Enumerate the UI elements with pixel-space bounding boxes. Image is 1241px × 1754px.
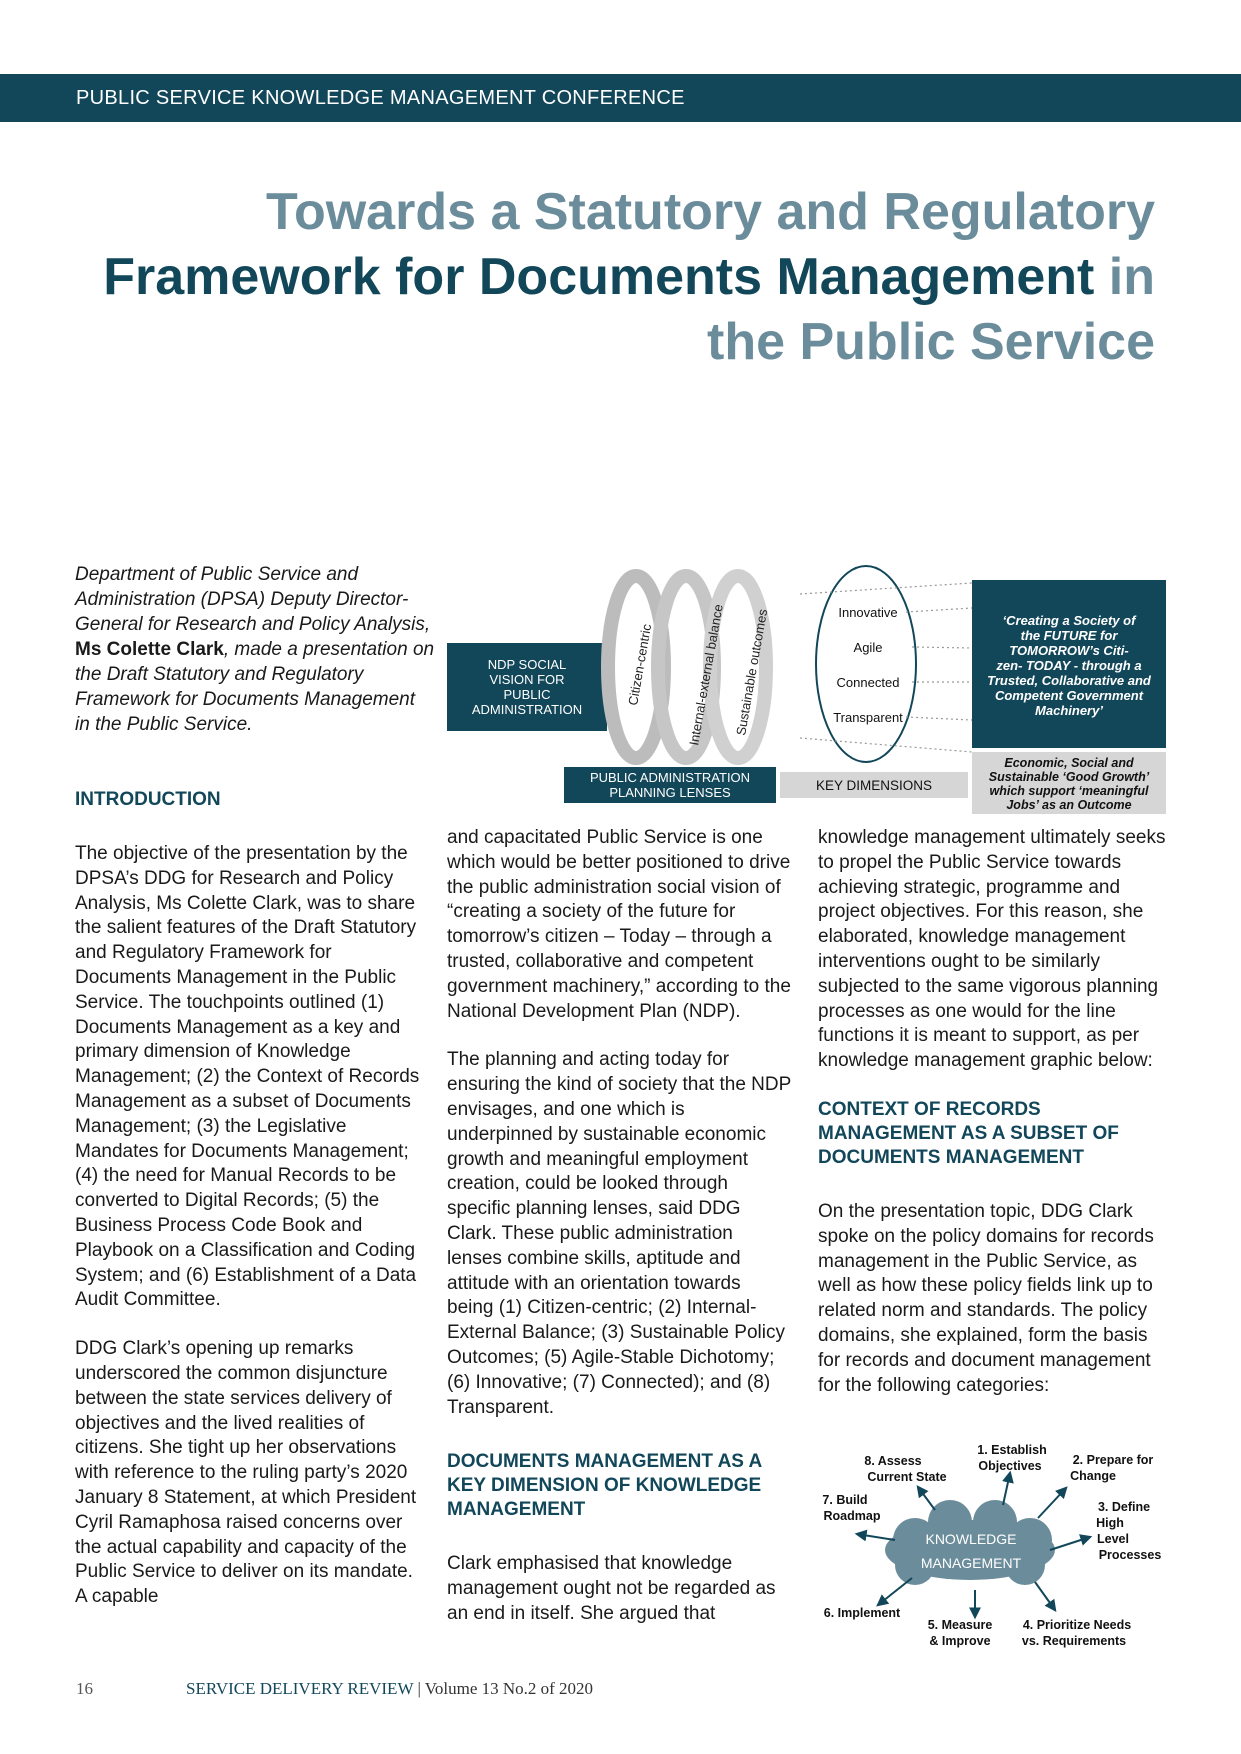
- step-1-line-1: 1. Establish: [977, 1443, 1047, 1457]
- future-box-line-5: Trusted, Collaborative and: [987, 673, 1151, 688]
- step-2-line-2: Change: [1070, 1469, 1116, 1483]
- intro-text-before: Department of Public Service and Administration (DPSA) Deputy Director-General for Research and Policy Analysis,: [75, 564, 431, 635]
- cloud-line-1: KNOWLEDGE: [925, 1531, 1017, 1547]
- ndp-box-line-1: NDP SOCIAL: [487, 657, 567, 672]
- cloud-line-2: MANAGEMENT: [920, 1555, 1022, 1571]
- step-2-line-1: 2. Prepare for: [1072, 1453, 1154, 1467]
- step-3-line-2: High: [1096, 1516, 1124, 1530]
- step-6-line-1: 6. Implement: [823, 1606, 901, 1620]
- step-1-line-2: Objectives: [978, 1459, 1042, 1473]
- future-box-line-1: ‘Creating a Society of: [1002, 613, 1136, 628]
- future-box-line-6: Competent Government: [994, 688, 1144, 703]
- ndp-box-line-3: PUBLIC: [503, 687, 551, 702]
- conference-banner: [0, 74, 1241, 122]
- ndp-box-line-2: VISION FOR: [489, 672, 565, 687]
- col3-paragraph-1: knowledge management ultimately seeks to propel the Public Service towards achieving strategic, programme and project objectives. For this reason, she elaborated, knowledge management interventions ought to be similarly subjected to the same vigorous planning processes as one would for the line functions it is meant to support, as per knowledge management graphic below:: [818, 827, 1166, 1072]
- step-5-line-1: 5. Measure: [927, 1618, 993, 1632]
- future-box-line-3: TOMORROW’s Citi-: [1009, 643, 1129, 658]
- planning-lenses-diagram: [440, 565, 1170, 815]
- key-dimensions-label: KEY DIMENSIONS: [815, 778, 933, 793]
- dimension-transparent: Transparent: [833, 710, 903, 725]
- step-5-line-2: & Improve: [929, 1634, 991, 1648]
- step-4-line-1: 4. Prioritize Needs: [1022, 1618, 1132, 1632]
- title-line-3: the Public Service: [707, 313, 1155, 371]
- outcome-line-2: Sustainable ‘Good Growth’: [988, 770, 1150, 784]
- col1-paragraph-2: DDG Clark’s opening up remarks underscored the common disjuncture between the state services delivery of objectives and the lived realities of citizens. She tight up her observations with reference to the ruling party’s 2020 January 8 Statement, at which President Cyril Ramaphosa raised concerns over the actual capability and capacity of the Public Service to deliver on its mandate. A capable: [75, 1338, 417, 1608]
- intro-text-after: , made a presentation on the Draft Statutory and Regulatory Framework for Documents Management in the Public Service.: [75, 639, 435, 735]
- future-box-line-4: zen- TODAY - through a: [996, 658, 1142, 673]
- step-3-line-4: Processes: [1098, 1548, 1162, 1562]
- lenses-label-line-1: PUBLIC ADMINISTRATION: [589, 770, 751, 785]
- lens-internal-external: Internal-external balance: [686, 602, 726, 747]
- heading-records-management: CONTEXT OF RECORDS MANAGEMENT AS A SUBSET OF DOCUMENTS MANAGEMENT: [818, 1098, 1119, 1168]
- col1-paragraph-1: The objective of the presentation by the DPSA’s DDG for Research and Policy Analysis, Ms Colette Clark, was to share the salient features of the Draft Statutory and Regulatory Framework for Documents Management in the Public Service. The touchpoints outlined (1) Documents Management as a key and primary dimension of Knowledge Management; (2) the Context of Records Management as a subset of Documents Management; (3) the Legislative Mandates for Documents Management; (4) the need for Manual Records to be converted to Digital Records; (5) the Business Process Code Book and Playbook on a Classification and Coding System; and (6) Establishment of a Data Audit Committee.: [75, 843, 420, 1311]
- col3-paragraph-2: On the presentation topic, DDG Clark spoke on the policy domains for records management in the Public Service, as well as how these policy fields link up to related norm and standards. The policy domains, she explained, form the basis for records and document management for the following categories:: [818, 1200, 1154, 1396]
- heading-documents-management: DOCUMENTS MANAGEMENT AS A KEY DIMENSION OF KNOWLEDGE MANAGEMENT: [447, 1451, 762, 1521]
- knowledge-management-cycle: [810, 1435, 1170, 1655]
- publication-line: [186, 1679, 593, 1699]
- article-title: [55, 180, 1155, 375]
- step-4-line-2: vs. Requirements: [1021, 1634, 1127, 1648]
- step-8-line-2: Current State: [867, 1470, 947, 1484]
- title-line-2-dark: Framework for Documents Management: [103, 248, 1095, 306]
- heading-introduction: INTRODUCTION: [75, 789, 221, 810]
- title-line-2-light: in: [1094, 248, 1155, 306]
- lenses-label-line-2: PLANNING LENSES: [609, 785, 731, 800]
- outcome-line-4: Jobs’ as an Outcome: [1006, 798, 1132, 812]
- future-box-line-7: Machinery’: [1035, 703, 1103, 718]
- dimension-agile: Agile: [853, 640, 883, 655]
- page-footer: [76, 1679, 594, 1699]
- step-3-line-3: Level: [1097, 1532, 1129, 1546]
- step-7-line-1: 7. Build: [822, 1493, 868, 1507]
- publication-name: SERVICE DELIVERY REVIEW: [186, 1679, 414, 1698]
- page-number: 16: [76, 1679, 93, 1698]
- step-8-line-1: 8. Assess: [864, 1454, 922, 1468]
- banner-text: PUBLIC SERVICE KNOWLEDGE MANAGEMENT CONFERENCE: [76, 87, 685, 109]
- lens-citizen-centric: Citizen-centric: [625, 622, 655, 707]
- issue-info: | Volume 13 No.2 of 2020: [413, 1679, 594, 1698]
- dimension-connected: Connected: [836, 675, 900, 690]
- dimension-innovative: Innovative: [838, 605, 898, 620]
- step-7-line-2: Roadmap: [823, 1509, 881, 1523]
- outcome-line-1: Economic, Social and: [1004, 756, 1134, 770]
- title-line-2: [55, 245, 1155, 310]
- dimensions-ellipse: [816, 566, 916, 762]
- lens-sustainable: Sustainable outcomes: [733, 607, 771, 737]
- column-3: [818, 826, 1166, 1398]
- speaker-name: Ms Colette Clark: [75, 639, 224, 660]
- step-3-line-1: 3. Define: [1097, 1500, 1151, 1514]
- column-1: [75, 788, 420, 1610]
- col2-paragraph-2: The planning and acting today for ensuring the kind of society that the NDP envisages, and one which is underpinned by sustainable economic growth and meaningful employment creation, could be looked through specific planning lenses, said DDG Clark. These public administration lenses combine skills, aptitude and attitude with an orientation towards being (1) Citizen-centric; (2) Internal-External Balance; (3) Sustainable Policy Outcomes; (5) Agile-Stable Dichotomy; (6) Innovative; (7) Connected); and (8) Transparent.: [447, 1049, 791, 1418]
- future-box-line-2: the FUTURE for: [1020, 628, 1118, 643]
- outcome-line-3: which support ‘meaningful: [989, 784, 1149, 798]
- column-2: [447, 826, 792, 1627]
- title-line-1: Towards a Statutory and Regulatory: [266, 183, 1155, 241]
- intro-standfirst: [75, 562, 435, 737]
- col2-paragraph-3: Clark emphasised that knowledge management ought not be regarded as an end in itself. She argued that: [447, 1553, 776, 1624]
- ndp-box-line-4: ADMINISTRATION: [471, 702, 583, 717]
- col2-paragraph-1: and capacitated Public Service is one which would be better positioned to drive the public administration social vision of “creating a society of the future for tomorrow’s citizen – Today – through a trusted, collaborative and competent government machinery,” according to the National Development Plan (NDP).: [447, 827, 791, 1022]
